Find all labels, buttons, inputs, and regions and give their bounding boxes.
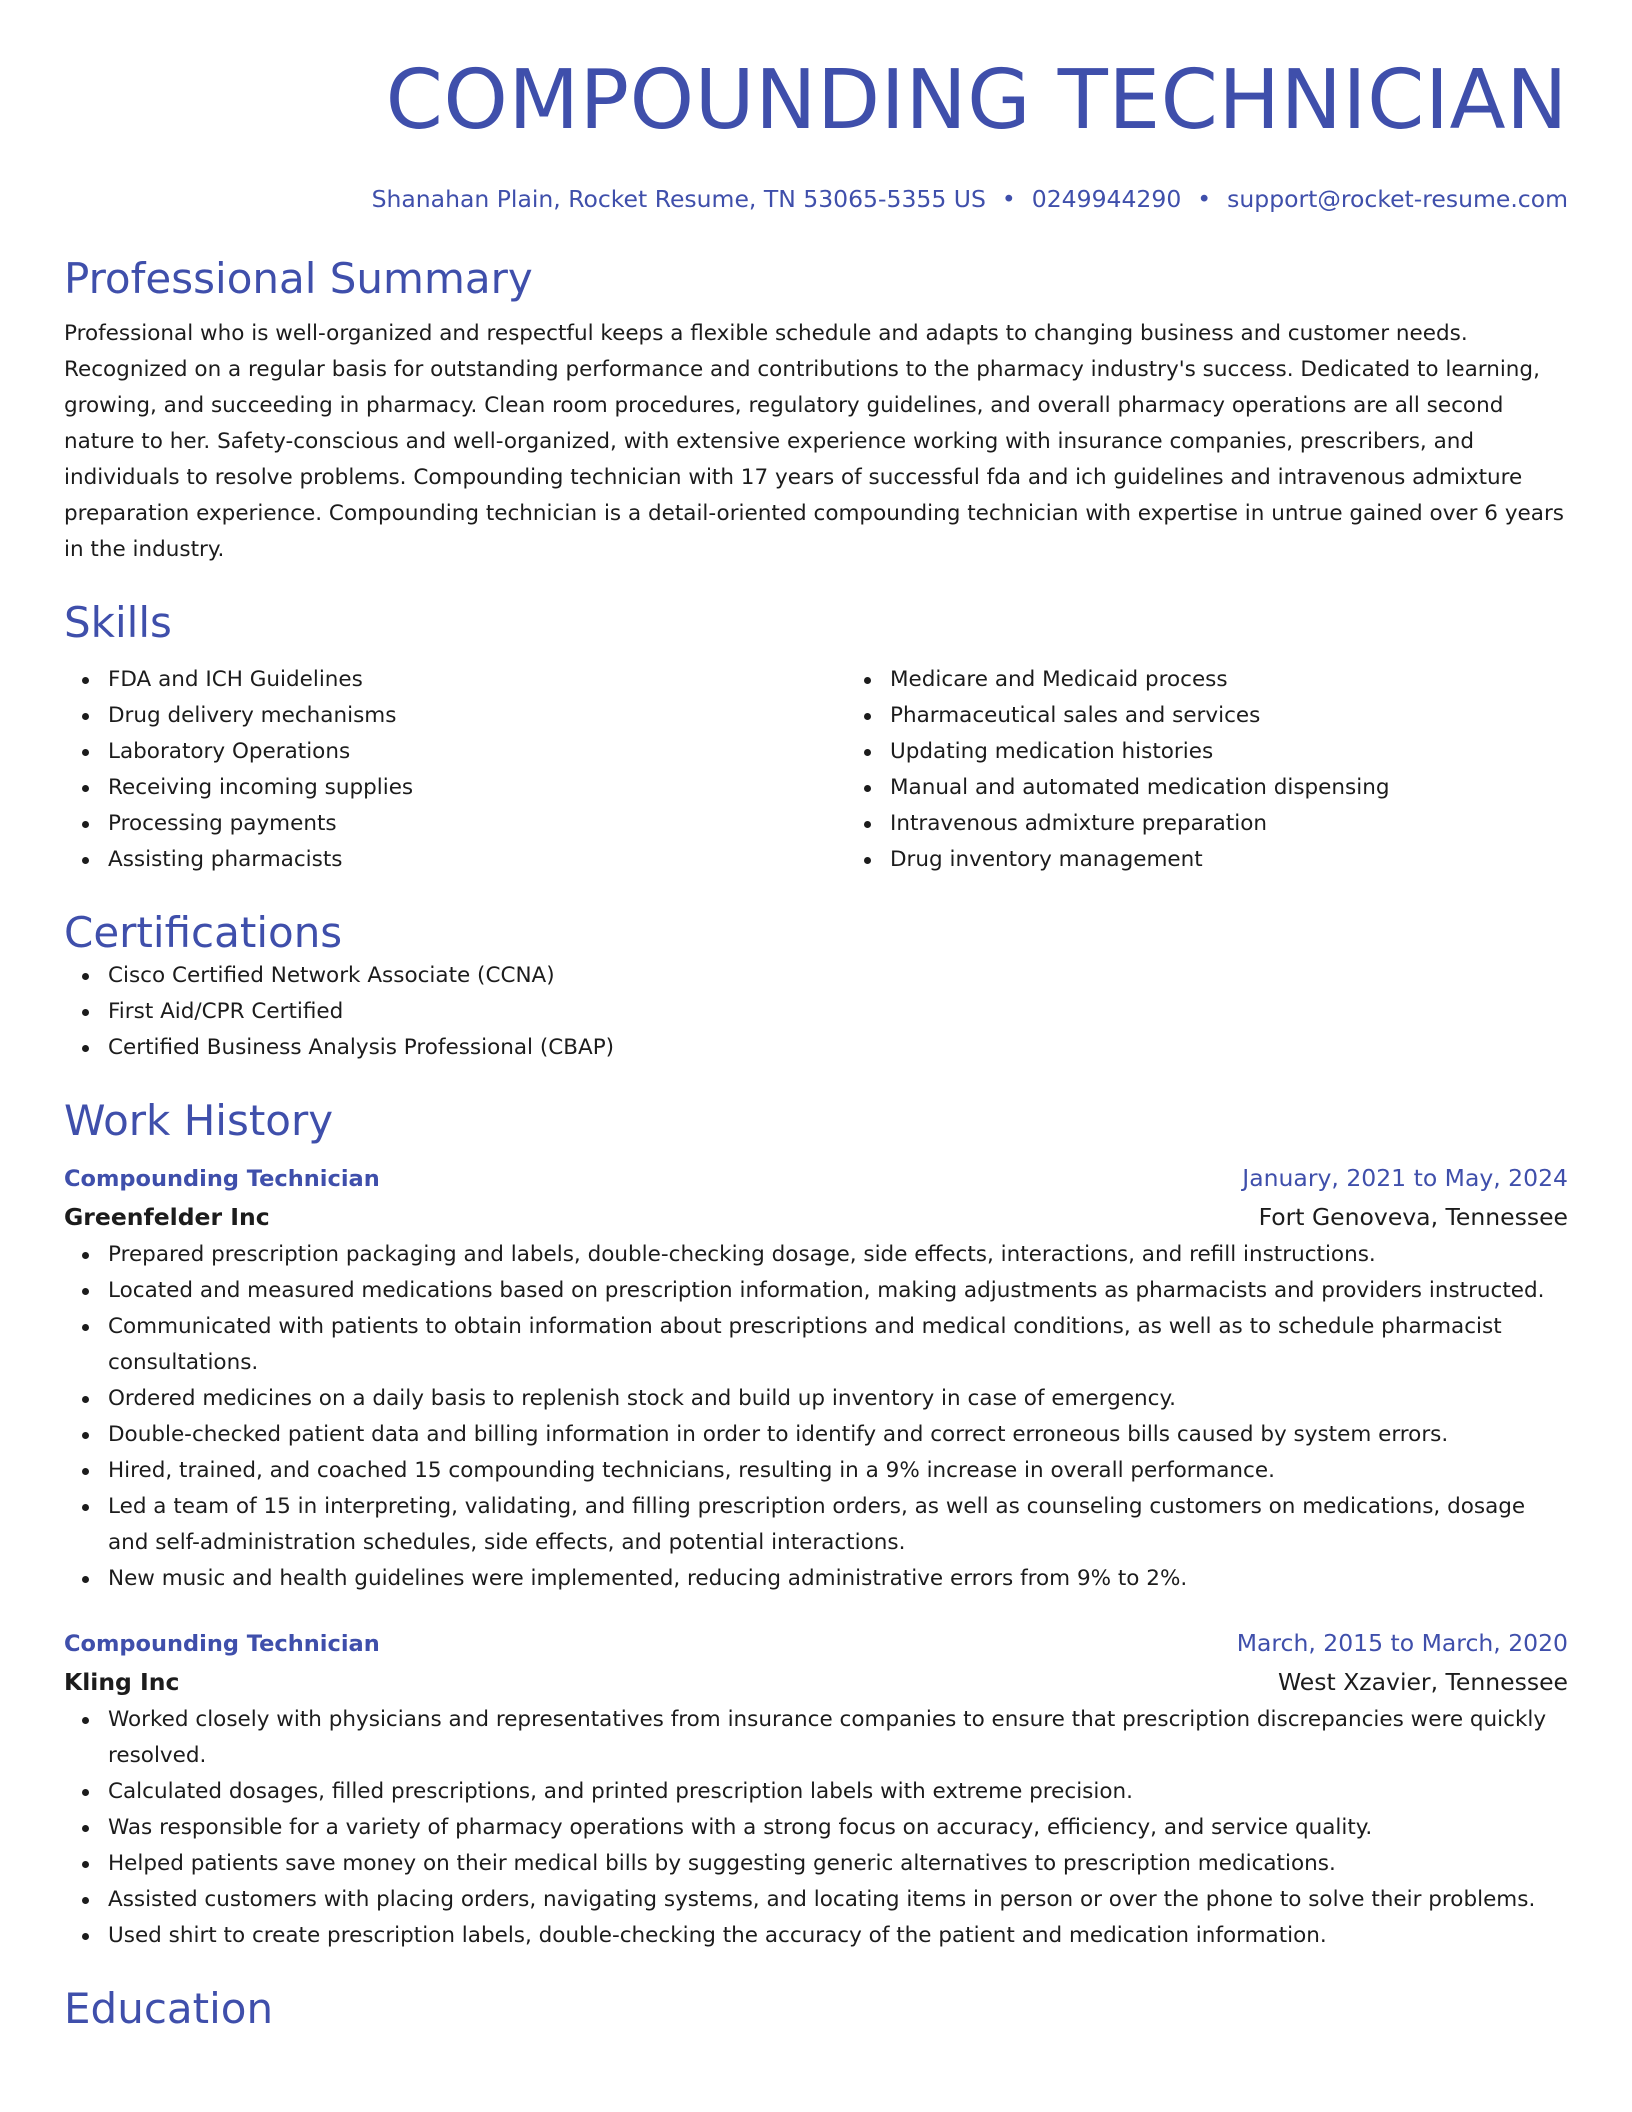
- job-bullet: New music and health guidelines were implemented, reducing administrative errors from 9% to 2%.: [108, 1561, 1568, 1597]
- job-bullet: Helped patients save money on their medical bills by suggesting generic alternatives to prescription medications.: [108, 1846, 1568, 1882]
- job-company: Kling Inc: [64, 1668, 180, 1696]
- education-section: [64, 1984, 1568, 2034]
- skill-item: Medicare and Medicaid process: [890, 662, 1568, 698]
- skill-item: FDA and ICH Guidelines: [108, 662, 846, 698]
- job-title-row: [64, 1625, 1568, 1662]
- certification-item: First Aid/CPR Certified: [108, 994, 1568, 1030]
- summary-section: [64, 254, 1568, 568]
- certifications-section: [64, 908, 1568, 1066]
- summary-heading: Professional Summary: [64, 254, 533, 303]
- candidate-title: COMPOUNDING TECHNICIAN: [385, 53, 1568, 148]
- job-bullet: Assisted customers with placing orders, navigating systems, and locating items in person or over the phone to solve their problems.: [108, 1882, 1568, 1918]
- job-bullet: Was responsible for a variety of pharmacy operations with a strong focus on accuracy, efficiency, and service quality.: [108, 1810, 1568, 1846]
- job-entry: [64, 1625, 1568, 1954]
- skill-item: Assisting pharmacists: [108, 842, 846, 878]
- skill-item: Drug inventory management: [890, 842, 1568, 878]
- job-company-row: [64, 1662, 1568, 1702]
- skills-section: [64, 598, 1568, 878]
- skills-grid: [64, 662, 1568, 878]
- education-heading: Education: [64, 1984, 274, 2033]
- skill-item: Drug delivery mechanisms: [108, 698, 846, 734]
- job-title-row: [64, 1160, 1568, 1197]
- job-dates: January, 2021 to May, 2024: [1242, 1164, 1568, 1192]
- certification-item: Certified Business Analysis Professional (CBAP): [108, 1030, 1568, 1066]
- job-responsibilities: [64, 1702, 1568, 1954]
- contact-phone: 0249944290: [1031, 185, 1182, 213]
- summary-text: Professional who is well-organized and respectful keeps a flexible schedule and adapts to changing business and customer needs. Recognized on a regular basis for outstanding performance and contributions to the pharmacy industry's success. Dedicated to learning, growing, and succeeding in pharmacy. Clean room procedures, regulatory guidelines, and overall pharmacy operations are all second nature to her. Safety-conscious and well-organized, with extensive experience working with insurance companies, prescribers, and individuals to resolve problems. Compounding technician with 17 years of successful fda and ich guidelines and intravenous admixture preparation experience. Compounding technician is a detail-oriented compounding technician with expertise in untrue gained over 6 years in the industry.: [64, 321, 1564, 562]
- job-bullet: Communicated with patients to obtain information about prescriptions and medical conditions, as well as to schedule pharmacist consultations.: [108, 1309, 1568, 1381]
- contact-email: support@rocket-resume.com: [1227, 185, 1568, 213]
- job-company: Greenfelder Inc: [64, 1203, 270, 1231]
- job-entry: [64, 1160, 1568, 1597]
- contact-separator: •: [1001, 185, 1016, 213]
- jobs-container: [64, 1160, 1568, 1954]
- job-dates: March, 2015 to March, 2020: [1236, 1629, 1568, 1657]
- contact-line: [64, 184, 1568, 214]
- skill-item: Intravenous admixture preparation: [890, 806, 1568, 842]
- job-bullet: Hired, trained, and coached 15 compounding technicians, resulting in a 9% increase in overall performance.: [108, 1453, 1568, 1489]
- skill-item: Laboratory Operations: [108, 734, 846, 770]
- job-title: Compounding Technician: [64, 1631, 380, 1657]
- job-bullet: Used shirt to create prescription labels, double-checking the accuracy of the patient and medication information.: [108, 1918, 1568, 1954]
- skill-item: Manual and automated medication dispensing: [890, 770, 1568, 806]
- job-title: Compounding Technician: [64, 1166, 380, 1192]
- job-company-row: [64, 1197, 1568, 1237]
- job-bullet: Double-checked patient data and billing information in order to identify and correct erroneous bills caused by system errors.: [108, 1417, 1568, 1453]
- job-bullet: Ordered medicines on a daily basis to replenish stock and build up inventory in case of emergency.: [108, 1381, 1568, 1417]
- skill-item: Pharmaceutical sales and services: [890, 698, 1568, 734]
- certification-item: Cisco Certified Network Associate (CCNA): [108, 958, 1568, 994]
- skill-item: Updating medication histories: [890, 734, 1568, 770]
- contact-separator: •: [1197, 185, 1212, 213]
- skill-item: Receiving incoming supplies: [108, 770, 846, 806]
- skill-item: Processing payments: [108, 806, 846, 842]
- job-bullet: Prepared prescription packaging and labels, double-checking dosage, side effects, interactions, and refill instructions.: [108, 1237, 1568, 1273]
- skills-list-left: [64, 662, 846, 878]
- job-bullet: Located and measured medications based on prescription information, making adjustments as pharmacists and providers instructed.: [108, 1273, 1568, 1309]
- certifications-heading: Certifications: [64, 908, 343, 957]
- work-history-section: [64, 1096, 1568, 1954]
- skills-list-right: [846, 662, 1568, 878]
- job-bullet: Calculated dosages, filled prescriptions, and printed prescription labels with extreme precision.: [108, 1774, 1568, 1810]
- job-responsibilities: [64, 1237, 1568, 1597]
- contact-address: Shanahan Plain, Rocket Resume, TN 53065-5355 US: [371, 185, 986, 213]
- job-location: West Xzavier, Tennessee: [1277, 1668, 1568, 1696]
- skills-heading: Skills: [64, 598, 172, 647]
- resume-header: [64, 0, 1568, 214]
- certifications-list: [64, 958, 1568, 1066]
- job-bullet: Led a team of 15 in interpreting, validating, and filling prescription orders, as well as counseling customers on medications, dosage and self-administration schedules, side effects, and potential interactions.: [108, 1489, 1568, 1561]
- job-location: Fort Genoveva, Tennessee: [1258, 1203, 1568, 1231]
- work-history-heading: Work History: [64, 1096, 334, 1145]
- job-bullet: Worked closely with physicians and representatives from insurance companies to ensure that prescription discrepancies were quickly resolved.: [108, 1702, 1568, 1774]
